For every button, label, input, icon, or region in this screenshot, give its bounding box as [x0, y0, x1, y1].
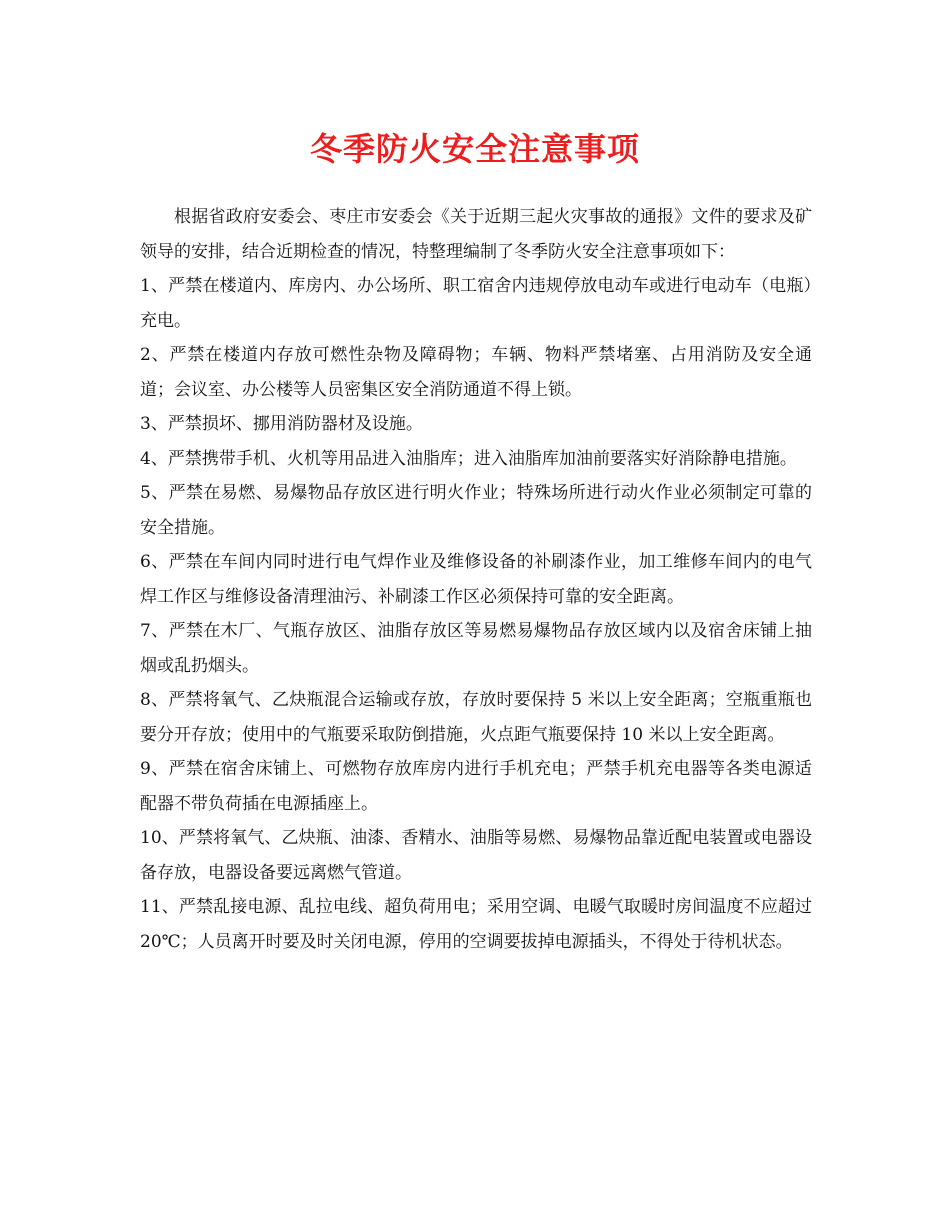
list-item: 11、严禁乱接电源、乱拉电线、超负荷用电；采用空调、电暖气取暖时房间温度不应超过 20℃；人员离开时要及时关闭电源，停用的空调要拔掉电源插头，不得处于待机状态。 [140, 897, 812, 952]
list-item: 1、严禁在楼道内、库房内、办公场所、职工宿舍内违规停放电动车或进行电动车（电瓶）充电。 [140, 276, 812, 331]
list-item: 10、严禁将氧气、乙炔瓶、油漆、香精水、油脂等易燃、易爆物品靠近配电装置或电器设备存放，电器设备要远离燃气管道。 [140, 828, 812, 883]
list-item: 5、严禁在易燃、易爆物品存放区进行明火作业；特殊场所进行动火作业必须制定可靠的安全措施。 [140, 483, 812, 538]
list-item: 9、严禁在宿舍床铺上、可燃物存放库房内进行手机充电；严禁手机充电器等各类电源适配器不带负荷插在电源插座上。 [140, 759, 812, 814]
list-item: 6、严禁在车间内同时进行电气焊作业及维修设备的补刷漆作业，加工维修车间内的电气焊工作区与维修设备清理油污、补刷漆工作区必须保持可靠的安全距离。 [140, 552, 812, 607]
intro-paragraph: 根据省政府安委会、枣庄市安委会《关于近期三起火灾事故的通报》文件的要求及矿领导的安排，结合近期检查的情况，特整理编制了冬季防火安全注意事项如下： [140, 207, 812, 262]
list-item: 7、严禁在木厂、气瓶存放区、油脂存放区等易燃易爆物品存放区域内以及宿舍床铺上抽烟或乱扔烟头。 [140, 621, 812, 676]
list-item: 3、严禁损坏、挪用消防器材及设施。 [140, 414, 423, 434]
list-item: 8、严禁将氧气、乙炔瓶混合运输或存放，存放时要保持 5 米以上安全距离；空瓶重瓶也要分开存放；使用中的气瓶要采取防倒措施，火点距气瓶要保持 10 米以上安全距离。 [140, 690, 812, 745]
list-item: 4、严禁携带手机、火机等用品进入油脂库；进入油脂库加油前要落实好消除静电措施。 [140, 448, 797, 469]
document-title: 冬季防火安全注意事项 [309, 130, 640, 168]
document-body [140, 200, 812, 959]
list-item: 2、严禁在楼道内存放可燃性杂物及障碍物；车辆、物料严禁堵塞、占用消防及安全通道；会议室、办公楼等人员密集区安全消防通道不得上锁。 [140, 345, 812, 400]
